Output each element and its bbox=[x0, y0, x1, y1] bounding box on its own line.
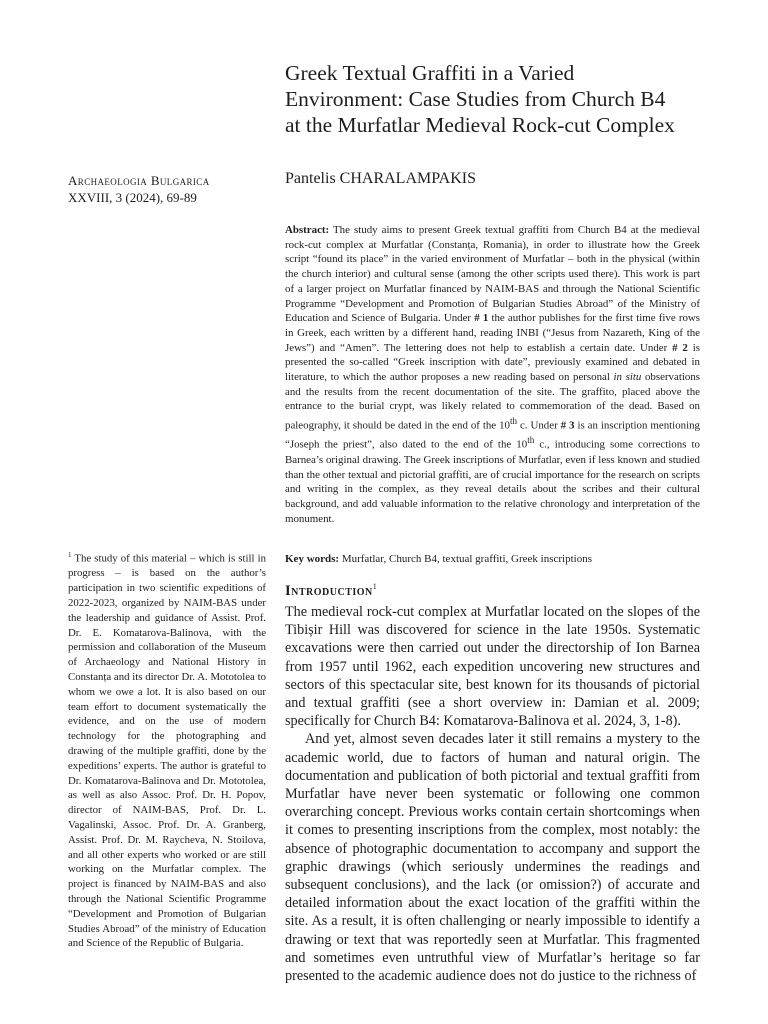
section-heading-text: Introduction bbox=[285, 582, 373, 599]
journal-name: Archaeologia Bulgarica bbox=[68, 173, 210, 188]
abstract-text: is an inscription mentioning “Joseph the priest”, also dated to the end of the 10 bbox=[285, 419, 700, 452]
body-paragraph: And yet, almost seven decades later it still remains a mystery to the academic world, due to factors of human and natural origin. The documentation and publication of both pictorial and textual graffiti from Murfatlar have never been systematic or following one common overarching concept. Previous works contain certain shortcomings when it comes to presenting inscriptions from the complex, most notably: the absence of photographic documentation to accompany and support the graphic drawings (which seriously undermines the readings and subsequent conclusions), and the lack (or omission?) of accurate and detailed information about the exact location of the graffiti within the site. As a result, it is often challenging or nearly impossible to identify a drawing or text that was reportedly seen at Murfatlar. This fragmented and sometimes even untruthful view of Murfatlar’s heritage so far presented to the academic audience does not do justice to the richness of bbox=[285, 731, 700, 985]
section-heading bbox=[285, 582, 377, 600]
footnote-text: The study of this material – which is still in progress – is based on the author’s participation in two scientific expeditions of 2022-2023, organized by NAIM-BAS under the leadership and guidance of Assist. Prof. Dr. E. Komatarova-Balinova, with the permission and collaboration of the Museum of Archaeology and National History in Constanța and its director Dr. A. Mototolea to whom we owe a lot. It is also based on our team effort to document systematically the evidence, and on the use of modern technology for the photographing and drawing of the multiple graffiti, done by the expeditions’ experts. The author is grateful to Dr. Komatarova-Balinova and Dr. Mototolea, as well as also Assoc. Prof. Dr. H. Popov, director of NAIM-BAS, Prof. Dr. L. Vagalinski, Assoc. Prof. Dr. A. Granberg, Assist. Prof. Dr. M. Raycheva, N. Stoilova, and all other experts who worked or are still working on the Murfatlar complex. The project is financed by NAIM-BAS and also through the National Scientific Programme “Development and Promotion of Bulgarian Studies Abroad” of the ministry of Education and Science of the Republic of Bulgaria. bbox=[68, 552, 266, 950]
inscription-marker: # 2 bbox=[672, 341, 688, 354]
abstract-text: the author publishes for the first time five rows in Greek, each written by a different hand, reading INBI (“Jesus from Nazareth, King of the Jews”) and “Amen”. The lettering does not help to establish a certain date. Under bbox=[285, 312, 700, 354]
ordinal-suffix: th bbox=[509, 416, 518, 427]
abstract-text: c., introducing some corrections to Barnea’s original drawing. The Greek inscriptions of Murfatlar, even if less known and studied than the other textual and pictorial graffiti, are of crucial importance for the research on scripts and writing in the complex, as they reveal details about the scribes and their cultural background, and add valuable information to the relative chronology and interpretation of the monument. bbox=[285, 439, 700, 525]
abstract-text: The study aims to present Greek textual graffiti from Church B4 at the medieval rock-cut complex at Murfatlar (Constanța, Romania), in order to illustrate how the Greek script “found its place” in the varied environment of Murfatlar – both in the physical (within the church interior) and cultural sense (among the other scripts used there). This work is part of a larger project on Murfatlar financed by NAIM-BAS and through the National Scientific Programme “Development and Promotion of Bulgarian Studies Abroad” of the Ministry of Education and Science of Bulgaria. Under bbox=[285, 224, 700, 325]
title-line: at the Murfatlar Medieval Rock-cut Complex bbox=[285, 113, 675, 137]
keywords-label: Key words: bbox=[285, 553, 340, 565]
abstract-label: Abstract: bbox=[285, 224, 330, 236]
title-line: Greek Textual Graffiti in a Varied bbox=[285, 61, 575, 85]
abstract-text: c. Under bbox=[517, 419, 561, 432]
body-paragraph: The medieval rock-cut complex at Murfatlar located on the slopes of the Tibișir Hill was discovered for science in the late 1950s. Systematic excavations were then carried out under the directorship of Ion Barnea from 1957 until 1962, each expedition uncovering new structures and sectors of this spectacular site, best known for its thousands of pictorial and textual graffiti (see a short overview in: Damian et al. 2009; specifically for Church B4: Komatarova-Balinova et al. 2024, 3, 1-8). bbox=[285, 604, 700, 730]
abstract-text: is presented the so-called “Greek inscription with date”, previously examined and debated in literature, to which the author proposes a new reading based on personal bbox=[285, 341, 700, 384]
abstract-text: observations and the results from the recent documentation of the site. The graffito, placed above the entrance to the burial crypt, was likely related to commemoration of the dead. Based on paleography, it should be dated in the end of the 10 bbox=[285, 371, 701, 432]
body-text bbox=[285, 603, 700, 985]
abstract-italic: in situ bbox=[613, 371, 642, 384]
inscription-marker: # 1 bbox=[474, 312, 489, 325]
journal-info bbox=[68, 172, 268, 206]
title-line: Environment: Case Studies from Church B4 bbox=[285, 87, 666, 111]
keywords-text: Murfatlar, Church B4, textual graffiti, Greek inscriptions bbox=[339, 553, 592, 565]
footnote-number: 1 bbox=[68, 551, 72, 559]
abstract bbox=[285, 223, 700, 526]
footnote-ref[interactable]: 1 bbox=[372, 582, 378, 591]
journal-issue: XXVIII, 3 (2024), 69-89 bbox=[68, 190, 197, 205]
keywords bbox=[285, 552, 700, 567]
article-title bbox=[285, 60, 725, 138]
inscription-marker: # 3 bbox=[560, 419, 575, 432]
footnote bbox=[68, 548, 266, 951]
ordinal-suffix: th bbox=[527, 435, 535, 446]
author-name: Pantelis CHARALAMPAKIS bbox=[285, 170, 476, 187]
